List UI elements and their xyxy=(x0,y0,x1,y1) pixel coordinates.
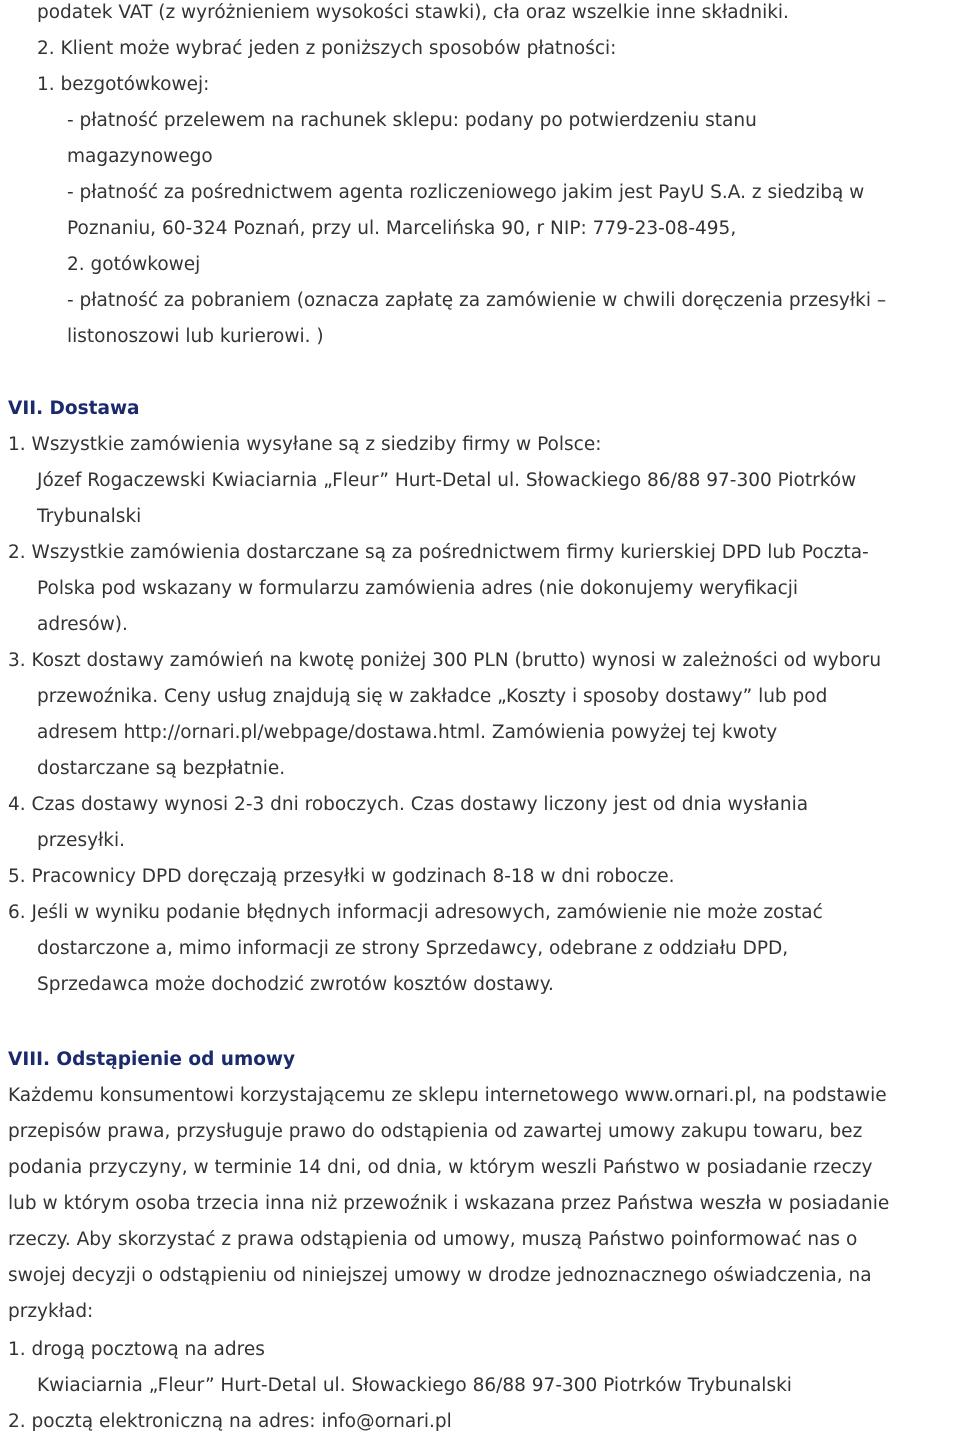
delivery-text-line: 4. Czas dostawy wynosi 2-3 dni roboczych. Czas dostawy liczony jest od dnia wysłania xyxy=(8,794,809,815)
withdrawal-text-line: lub w którym osoba trzecia inna niż przewoźnik i wskazana przez Państwa weszła w posiadanie xyxy=(8,1193,890,1214)
withdrawal-text-line: podania przyczyny, w terminie 14 dni, od dnia, w którym weszli Państwo w posiadanie rzeczy xyxy=(8,1157,873,1178)
delivery-text-line: Sprzedawca może dochodzić zwrotów kosztów dostawy. xyxy=(37,974,554,995)
withdrawal-text-line: rzeczy. Aby skorzystać z prawa odstąpienia od umowy, muszą Państwo poinformować nas o xyxy=(8,1229,858,1250)
withdrawal-text-line: 1. drogą pocztową na adres xyxy=(8,1339,265,1360)
delivery-text-line: dostarczane są bezpłatnie. xyxy=(37,758,286,779)
delivery-text-line: Trybunalski xyxy=(37,506,142,527)
payment-sub-item: 2. gotówkowej xyxy=(67,254,201,275)
delivery-text-line: adresem http://ornari.pl/webpage/dostawa.html. Zamówienia powyżej tej kwoty xyxy=(37,722,778,743)
delivery-text-line: Polska pod wskazany w formularzu zamówienia adres (nie dokonujemy weryfikacji xyxy=(37,578,799,599)
withdrawal-text-line: przykład: xyxy=(8,1301,94,1322)
payment-option-line: magazynowego xyxy=(67,146,213,167)
payment-option-line: - płatność za pośrednictwem agenta rozliczeniowego jakim jest PayU S.A. z siedzibą w xyxy=(67,182,865,203)
delivery-text-line: 6. Jeśli w wyniku podanie błędnych informacji adresowych, zamówienie nie może zostać xyxy=(8,902,823,923)
payment-sub-item: 1. bezgotówkowej: xyxy=(37,74,210,95)
withdrawal-text-line: przepisów prawa, przysługuje prawo do odstąpienia od zawartej umowy zakupu towaru, bez xyxy=(8,1121,863,1142)
payment-option-line: listonoszowi lub kurierowi. ) xyxy=(67,326,324,347)
delivery-text-line: dostarczone a, mimo informacji ze strony Sprzedawcy, odebrane z oddziału DPD, xyxy=(37,938,789,959)
delivery-text-line: przesyłki. xyxy=(37,830,126,851)
section-heading-withdrawal: VIII. Odstąpienie od umowy xyxy=(8,1049,296,1070)
withdrawal-text-line: Kwiaciarnia „Fleur” Hurt-Detal ul. Słowackiego 86/88 97-300 Piotrków Trybunalski xyxy=(37,1375,792,1396)
delivery-text-line: 1. Wszystkie zamówienia wysyłane są z siedziby firmy w Polsce: xyxy=(8,434,602,455)
payment-option-line: - płatność za pobraniem (oznacza zapłatę za zamówienie w chwili doręczenia przesyłki – xyxy=(67,290,887,311)
delivery-text-line: 5. Pracownicy DPD doręczają przesyłki w godzinach 8-18 w dni robocze. xyxy=(8,866,675,887)
withdrawal-text-line: 2. pocztą elektroniczną na adres: info@ornari.pl xyxy=(8,1411,452,1432)
delivery-text-line: adresów). xyxy=(37,614,128,635)
delivery-text-line: Józef Rogaczewski Kwiaciarnia „Fleur” Hurt-Detal ul. Słowackiego 86/88 97-300 Piotrków xyxy=(37,470,857,491)
delivery-text-line: 2. Wszystkie zamówienia dostarczane są za pośrednictwem firmy kurierskiej DPD lub Poczta- xyxy=(8,542,869,563)
withdrawal-text-line: swojej decyzji o odstąpieniu od niniejszej umowy w drodze jednoznacznego oświadczenia, na xyxy=(8,1265,872,1286)
payment-option-line: Poznaniu, 60-324 Poznań, przy ul. Marcelińska 90, r NIP: 779-23-08-495, xyxy=(67,218,737,239)
payment-list-item: 2. Klient może wybrać jeden z poniższych sposobów płatności: xyxy=(37,38,617,59)
delivery-text-line: 3. Koszt dostawy zamówień na kwotę poniżej 300 PLN (brutto) wynosi w zależności od wyboru xyxy=(8,650,882,671)
payment-text-line: podatek VAT (z wyróżnieniem wysokości stawki), cła oraz wszelkie inne składniki. xyxy=(37,2,789,23)
delivery-text-line: przewoźnika. Ceny usług znajdują się w zakładce „Koszty i sposoby dostawy” lub pod xyxy=(37,686,828,707)
withdrawal-text-line: Każdemu konsumentowi korzystającemu ze sklepu internetowego www.ornari.pl, na podstawie xyxy=(8,1085,887,1106)
section-heading-delivery: VII. Dostawa xyxy=(8,398,140,419)
payment-option-line: - płatność przelewem na rachunek sklepu: podany po potwierdzeniu stanu xyxy=(67,110,757,131)
